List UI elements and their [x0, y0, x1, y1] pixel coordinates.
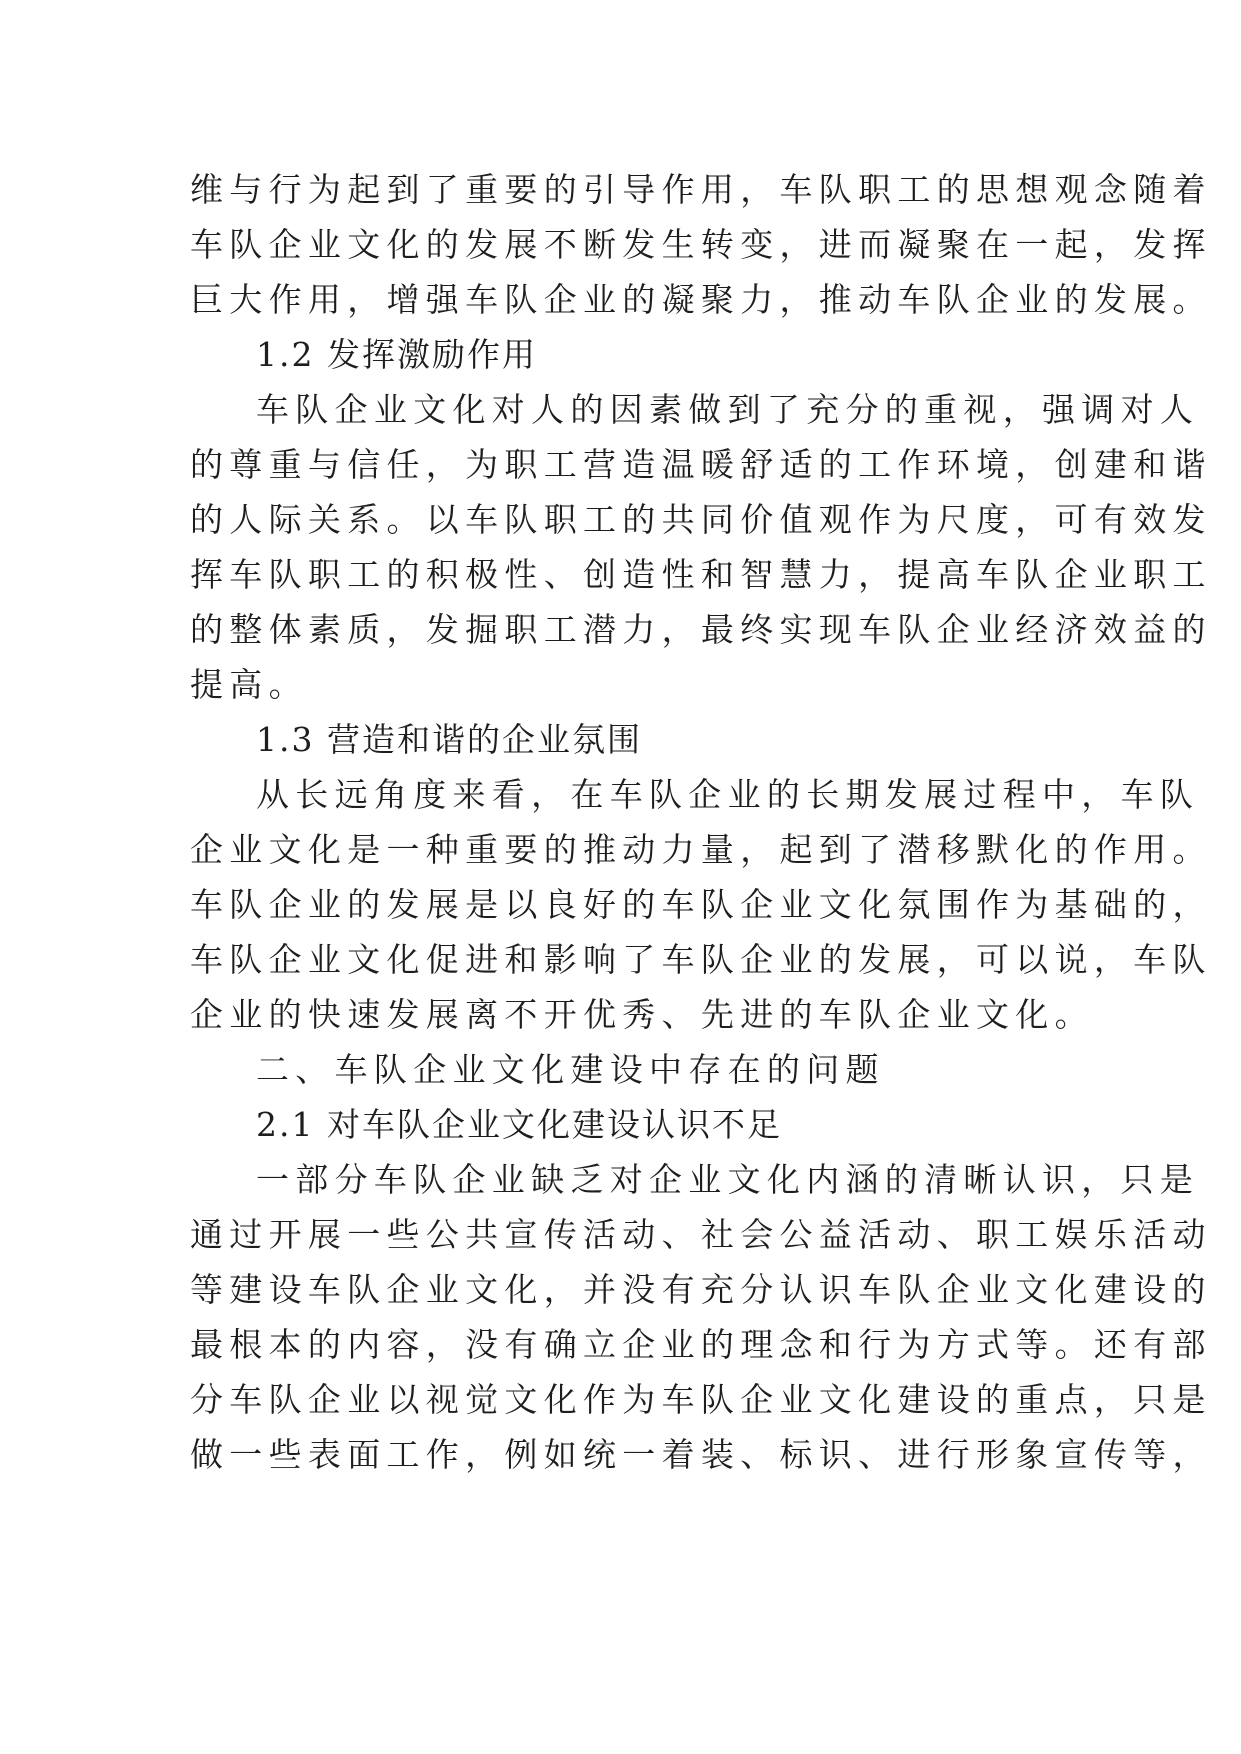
text-line: 通过开展一些公共宣传活动、社会公益活动、职工娱乐活动	[190, 1215, 1212, 1254]
paragraph-first-line: 车队企业文化对人的因素做到了充分的重视，强调对人	[256, 390, 1200, 429]
text-line: 维与行为起到了重要的引导作用，车队职工的思想观念随着	[190, 170, 1212, 209]
paragraph-first-line: 从长远角度来看，在车队企业的长期发展过程中，车队	[256, 775, 1200, 814]
section-heading: 2.1 对车队企业文化建设认识不足	[256, 1105, 782, 1144]
text-line: 巨大作用，增强车队企业的凝聚力，推动车队企业的发展。	[190, 280, 1212, 319]
section-heading: 1.3 营造和谐的企业氛围	[256, 720, 642, 759]
section-heading: 1.2 发挥激励作用	[256, 335, 537, 374]
text-line: 挥车队职工的积极性、创造性和智慧力，提高车队企业职工	[190, 555, 1212, 594]
text-line: 车队企业的发展是以良好的车队企业文化氛围作为基础的，	[190, 885, 1212, 924]
text-line: 车队企业文化促进和影响了车队企业的发展，可以说，车队	[190, 940, 1212, 979]
text-line: 提高。	[190, 665, 308, 704]
chapter-heading: 二、车队企业文化建设中存在的问题	[256, 1050, 885, 1089]
text-line: 的整体素质，发掘职工潜力，最终实现车队企业经济效益的	[190, 610, 1212, 649]
text-line: 做一些表面工作，例如统一着装、标识、进行形象宣传等，	[190, 1435, 1212, 1474]
text-line: 等建设车队企业文化，并没有充分认识车队企业文化建设的	[190, 1270, 1212, 1309]
text-line: 的尊重与信任，为职工营造温暖舒适的工作环境，创建和谐	[190, 445, 1212, 484]
paragraph-first-line: 一部分车队企业缺乏对企业文化内涵的清晰认识，只是	[256, 1160, 1200, 1199]
text-line: 最根本的内容，没有确立企业的理念和行为方式等。还有部	[190, 1325, 1212, 1364]
text-line: 车队企业文化的发展不断发生转变，进而凝聚在一起，发挥	[190, 225, 1212, 264]
text-line: 分车队企业以视觉文化作为车队企业文化建设的重点，只是	[190, 1380, 1212, 1419]
text-line: 企业的快速发展离不开优秀、先进的车队企业文化。	[190, 995, 1094, 1034]
text-line: 企业文化是一种重要的推动力量，起到了潜移默化的作用。	[190, 830, 1212, 869]
text-line: 的人际关系。以车队职工的共同价值观作为尺度，可有效发	[190, 500, 1212, 539]
